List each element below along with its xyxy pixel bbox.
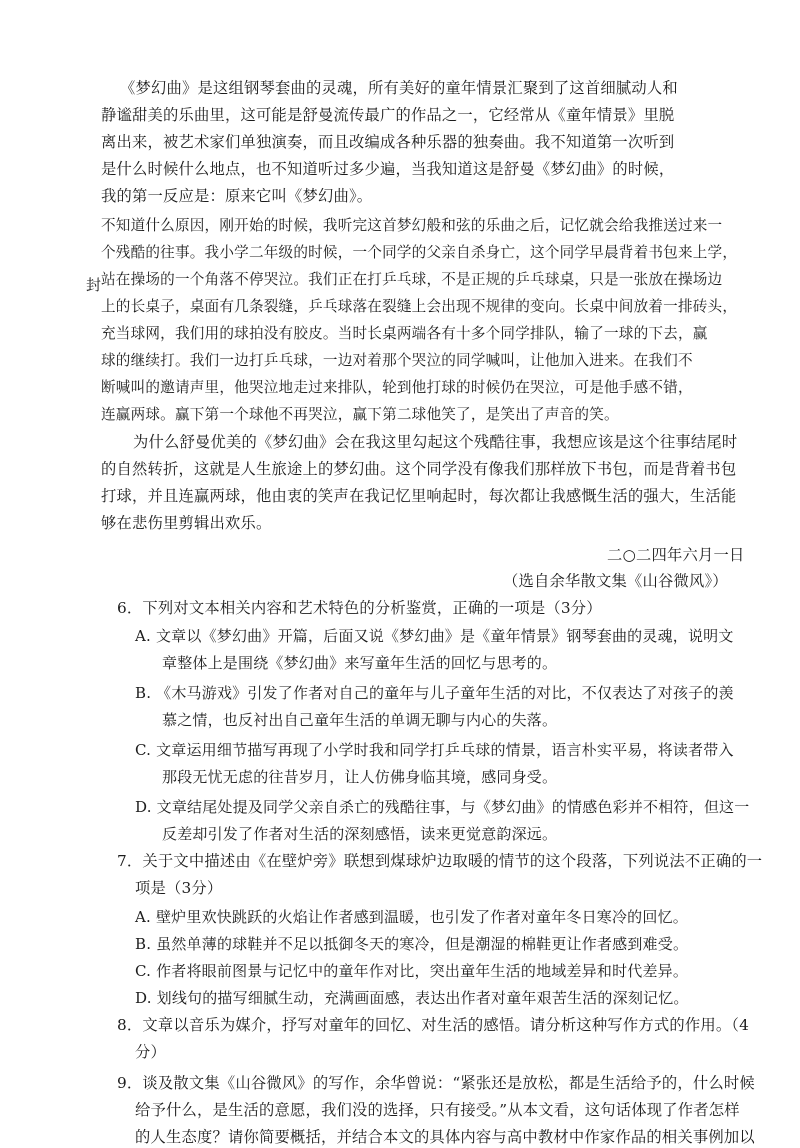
question-7-option-a: A. 壁炉里欢快跳跃的火焰让作者感到温暖，也引发了作者对童年冬日寒冷的回忆。 (135, 908, 688, 926)
question-7-stem: 7．关于文中描述由《在壁炉旁》联想到煤球炉边取暖的情节的这个段落，下列说法不正确的一 (117, 852, 763, 870)
question-8-stem: 8．文章以音乐为媒介，抒写对童年的回忆、对生活的感悟。请分析这种写作方式的作用。（4 (117, 1016, 750, 1034)
passage-line: 的自然转折，这就是人生旅途上的梦幻曲。这个同学没有像我们那样放下书包，而是背着书包 (101, 460, 737, 478)
passage-line: 够在悲伤里剪辑出欢乐。 (101, 514, 272, 532)
question-6-option-d: D. 文章结尾处提及同学父亲自杀亡的残酷往事，与《梦幻曲》的情感色彩并不相符，但这一 (135, 798, 750, 816)
question-9-stem: 9．谈及散文集《山谷微风》的写作，余华曾说：“紧张还是放松，都是生活给予的，什么时候 (117, 1074, 755, 1092)
passage-source: （选自余华散文集《山谷微风》） (503, 572, 728, 590)
question-6-option-c-cont: 那段无忧无虑的往昔岁月，让人仿佛身临其境，感同身受。 (162, 768, 558, 786)
passage-line: 连赢两球。赢下第一个球他不再哭泣，赢下第二球他笑了，是笑出了声音的笑。 (101, 406, 619, 423)
question-6-option-c: C. 文章运用细节描写再现了小学时我和同学打乒乓球的情景，语言朴实平易，将读者带入 (135, 741, 734, 759)
question-7-option-b: B. 虽然单薄的球鞋并不足以抵御冬天的寒冷，但是潮湿的棉鞋更让作者感到难受。 (135, 935, 689, 953)
passage-line: 球的继续打。我们一边打乒乓球，一边对着那个哭泣的同学喊叫，让他加入进来。在我们不 (101, 352, 693, 369)
question-8-stem-cont: 分） (135, 1043, 166, 1061)
passage-line: 为什么舒曼优美的《梦幻曲》会在我这里勾起这个残酷往事，我想应该是这个往事结尾时 (133, 433, 738, 451)
question-6-option-b: B. 《木马游戏》引发了作者对自己的童年与儿子童年生活的对比，不仅表达了对孩子的羡 (135, 684, 734, 702)
passage-line: 不知道什么原因，刚开始的时候，我听完这首梦幻般和弦的乐曲之后，记忆就会给我推送过来一 (101, 217, 723, 234)
passage-line: 断喊叫的邀请声里，他哭泣地走过来排队，轮到他打球的时候仍在哭泣，可是他手感不错， (101, 379, 693, 396)
passage-line: 是什么时候什么地点，也不知道听过多少遍，当我知道这是舒曼《梦幻曲》的时候， (101, 160, 675, 178)
question-6-option-b-cont: 慕之情，也反衬出自己童年生活的单调无聊与内心的失落。 (162, 711, 558, 729)
question-7-option-d: D. 划线句的描写细腻生动，充满画面感，表达出作者对童年艰苦生活的深刻记忆。 (135, 989, 689, 1007)
passage-line: 我的第一反应是：原来它叫《梦幻曲》。 (101, 187, 373, 205)
passage-line: 充当球网，我们用的球拍没有胶皮。当时长桌两端各有十多个同学排队，输了一球的下去，赢 (101, 325, 708, 342)
question-7-stem-cont: 项是（3分） (135, 879, 223, 897)
passage-line: 上的长桌子，桌面有几条裂缝，乒乓球落在裂缝上会出现不规律的变向。长桌中间放着一排砖头， (101, 298, 738, 315)
question-6-stem: 6．下列对文本相关内容和艺术特色的分析鉴赏，正确的一项是（3分） (117, 599, 602, 617)
question-6-option-a: A. 文章以《梦幻曲》开篇，后面又说《梦幻曲》是《童年情景》钢琴套曲的灵魂，说明文 (135, 627, 734, 645)
passage-line: 离出来，被艺术家们单独演奏，而且改编成各种乐器的独奏曲。我不知道第一次听到 (101, 133, 675, 151)
passage-line: 《梦幻曲》是这组钢琴套曲的灵魂，所有美好的童年情景汇聚到了这首细腻动人和 (120, 79, 678, 97)
question-6-option-d-cont: 反差却引发了作者对生活的深刻感悟，读来更觉意韵深远。 (162, 825, 558, 843)
question-7-option-c: C. 作者将眼前图景与记忆中的童年作对比，突出童年生活的地域差异和时代差异。 (135, 962, 689, 980)
question-9-stem-cont: 给予什么，是生活的意愿，我们没的选择，只有接受。”从本文看，这句话体现了作者怎样 (135, 1101, 740, 1119)
question-9-stem-cont: 的人生态度？请你简要概括，并结合本文的具体内容与高中教材中作家作品的相关事例加以 (135, 1128, 755, 1146)
passage-line: 打球，并且连赢两球，他由衷的笑声在我记忆里响起时，每次都让我感慨生活的强大，生活能 (101, 487, 737, 505)
binding-margin-mark: 封 (86, 276, 102, 294)
question-6-option-a-cont: 章整体上是围绕《梦幻曲》来写童年生活的回忆与思考的。 (162, 654, 558, 672)
passage-date: 二○二四年六月一日 (607, 546, 745, 564)
passage-line: 静谧甜美的乐曲里，这可能是舒曼流传最广的作品之一，它经常从《童年情景》里脱 (101, 106, 675, 124)
passage-line: 站在操场的一个角落不停哭泣。我们正在打乒乓球，不是正规的乒乓球桌，只是一张放在操场边 (101, 271, 723, 288)
passage-line: 个残酷的往事。我小学二年级的时候，一个同学的父亲自杀身亡，这个同学早晨背着书包来上学， (101, 244, 738, 261)
